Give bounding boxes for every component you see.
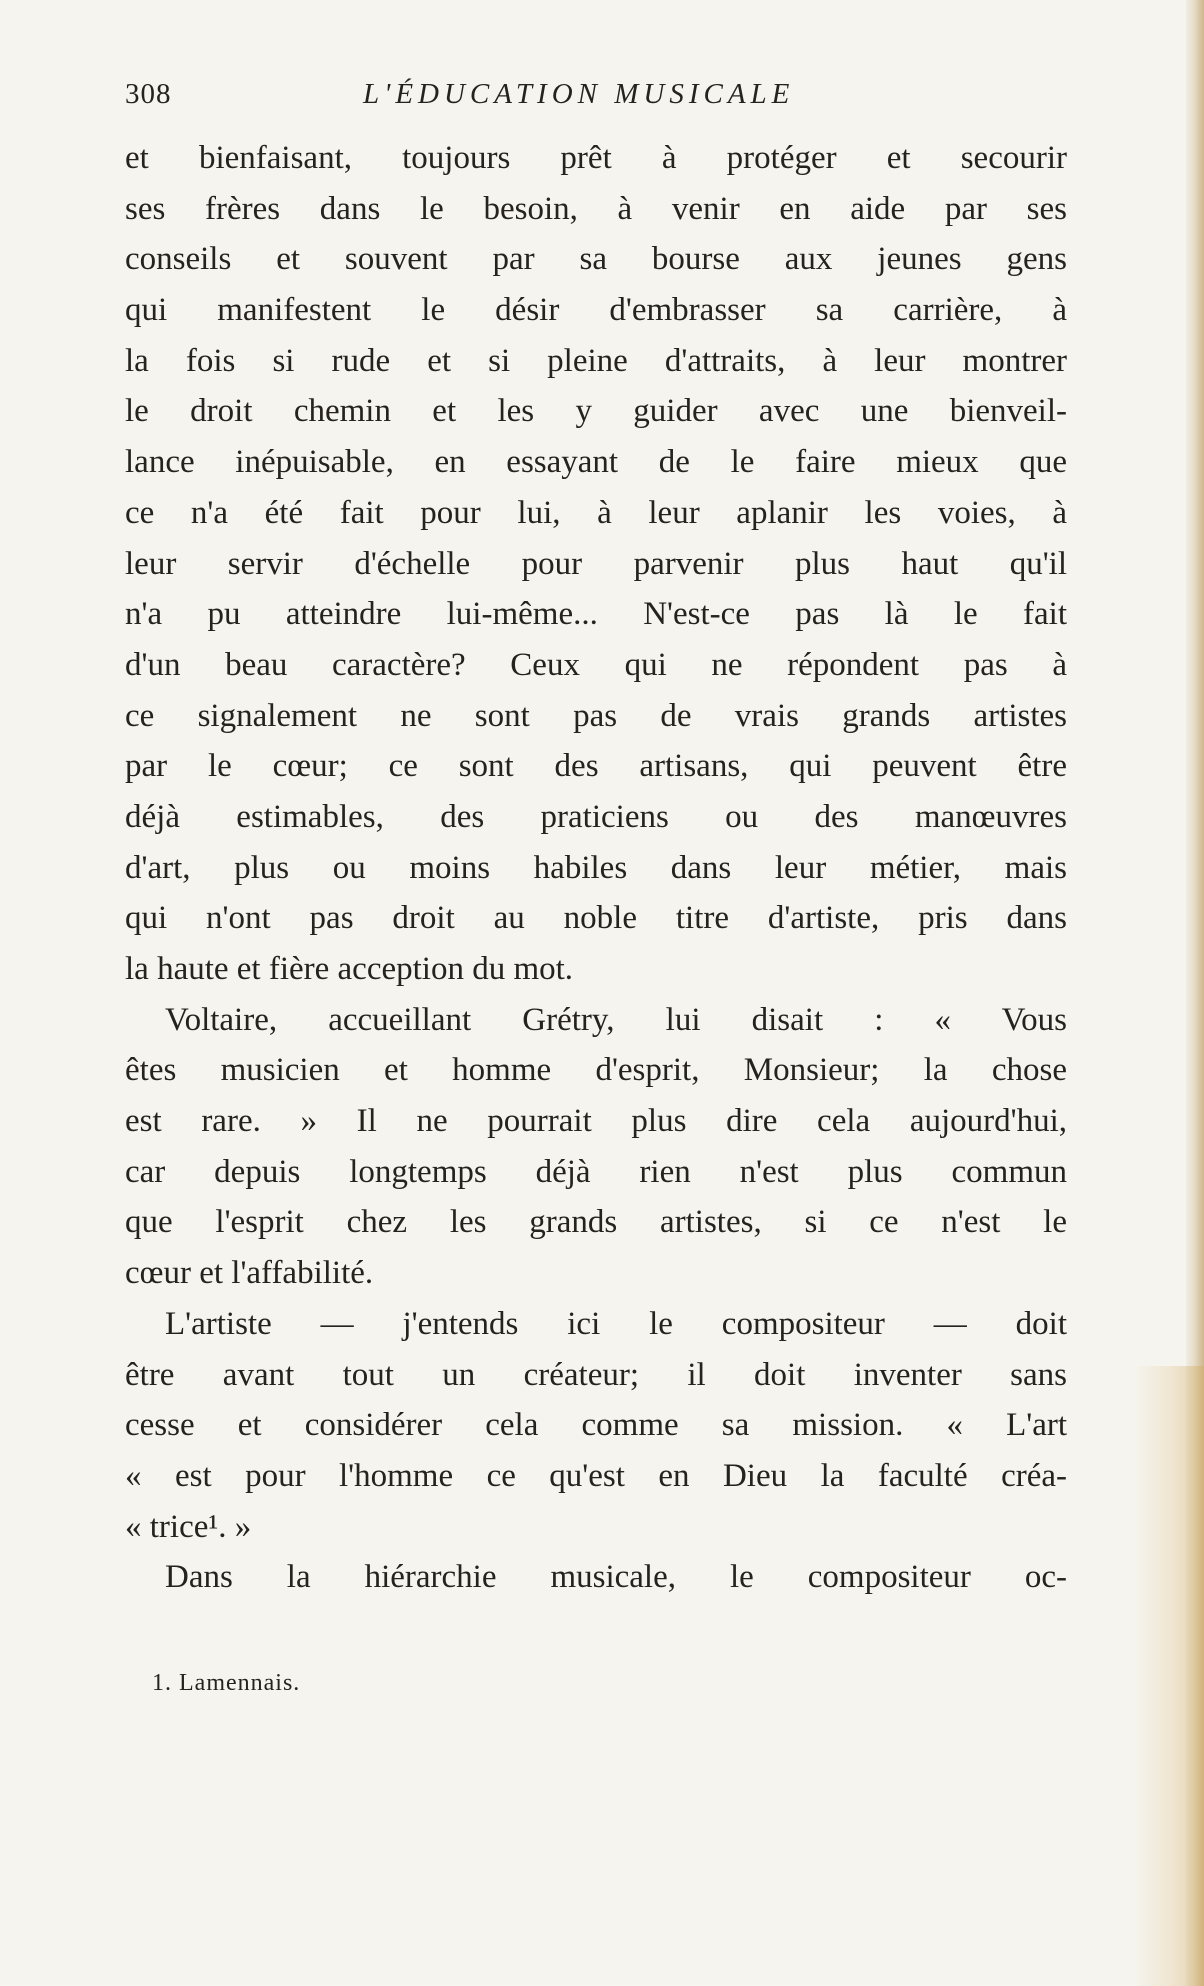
running-title: L'ÉDUCATION MUSICALE bbox=[363, 78, 795, 110]
text-line: qui n'ont pas droit au noble titre d'artiste, pris dans bbox=[125, 900, 1067, 937]
text-line: d'un beau caractère? Ceux qui ne répondent pas à bbox=[125, 646, 1067, 683]
text-line: L'artiste — j'entends ici le compositeur — doit bbox=[165, 1305, 1067, 1342]
text-line: leur servir d'échelle pour parvenir plus haut qu'il bbox=[125, 545, 1067, 582]
page-edge-discoloration bbox=[1134, 1366, 1204, 1986]
text-line: ses frères dans le besoin, à venir en aide par ses bbox=[125, 190, 1067, 227]
text-line: êtes musicien et homme d'esprit, Monsieur; la chose bbox=[125, 1052, 1067, 1089]
text-line: Voltaire, accueillant Grétry, lui disait : « Vous bbox=[165, 1001, 1067, 1038]
text-line: « est pour l'homme ce qu'est en Dieu la faculté créa- bbox=[125, 1457, 1067, 1494]
text-line: déjà estimables, des praticiens ou des manœuvres bbox=[125, 798, 1067, 835]
body-text bbox=[125, 133, 1067, 1603]
text-line: qui manifestent le désir d'embrasser sa carrière, à bbox=[125, 292, 1067, 329]
text-line: conseils et souvent par sa bourse aux jeunes gens bbox=[125, 241, 1067, 278]
text-line: car depuis longtemps déjà rien n'est plus commun bbox=[125, 1153, 1067, 1190]
text-line: ce n'a été fait pour lui, à leur aplanir les voies, à bbox=[125, 494, 1067, 531]
page-number: 308 bbox=[125, 78, 172, 110]
text-line: cesse et considérer cela comme sa mission. « L'art bbox=[125, 1407, 1067, 1444]
text-line: être avant tout un créateur; il doit inventer sans bbox=[125, 1356, 1067, 1393]
text-line: le droit chemin et les y guider avec une bienveil- bbox=[125, 393, 1067, 430]
text-line: d'art, plus ou moins habiles dans leur métier, mais bbox=[125, 849, 1067, 886]
text-line: n'a pu atteindre lui-même... N'est-ce pas là le fait bbox=[125, 596, 1067, 633]
text-line: la fois si rude et si pleine d'attraits, à leur montrer bbox=[125, 342, 1067, 379]
text-line: cœur et l'affabilité. bbox=[125, 1255, 374, 1292]
footnote: 1. Lamennais. bbox=[152, 1670, 301, 1696]
text-line: ce signalement ne sont pas de vrais grands artistes bbox=[125, 697, 1067, 734]
text-line: et bienfaisant, toujours prêt à protéger et secourir bbox=[125, 140, 1067, 176]
text-line: la haute et fière acception du mot. bbox=[125, 951, 574, 987]
page-header bbox=[125, 78, 1065, 118]
text-line: Dans la hiérarchie musicale, le compositeur oc- bbox=[165, 1559, 1067, 1596]
text-line: « trice¹. » bbox=[125, 1508, 252, 1545]
text-line: que l'esprit chez les grands artistes, si ce n'est le bbox=[125, 1204, 1067, 1241]
text-line: par le cœur; ce sont des artisans, qui peuvent être bbox=[125, 748, 1067, 785]
text-line: lance inépuisable, en essayant de le faire mieux que bbox=[125, 444, 1067, 481]
text-line: est rare. » Il ne pourrait plus dire cela aujourd'hui, bbox=[125, 1103, 1067, 1140]
